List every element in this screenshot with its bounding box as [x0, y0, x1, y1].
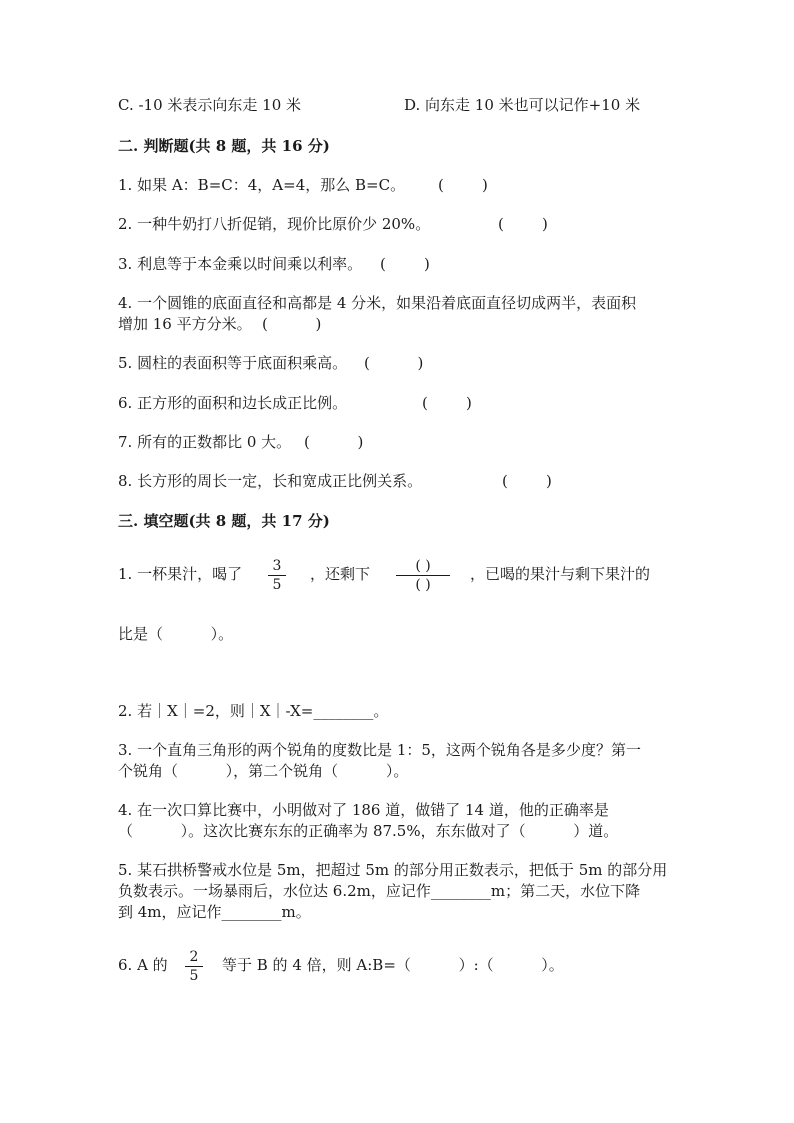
fill-question-3-line1: 3. 一个直角三角形的两个锐角的度数比是 1：5，这两个锐角各是多少度？第一	[118, 741, 641, 759]
judgment-question-8: 8. 长方形的周长一定，长和宽成正比例关系。	[118, 472, 423, 490]
judgment-question-6: 6. 正方形的面积和边长成正比例。	[118, 394, 348, 412]
answer-blank-6[interactable]: ( )	[422, 394, 472, 412]
judgment-question-3: 3. 利息等于本金乘以时间乘以利率。	[118, 255, 363, 273]
answer-blank-2[interactable]: ( )	[498, 215, 548, 233]
fill-question-1-part-b: ，还剩下	[310, 565, 371, 583]
fill-question-2: 2. 若｜X｜=2，则｜X｜-X=________。	[118, 702, 389, 720]
fill-question-1-part-a: 1. 一杯果汁，喝了	[118, 565, 243, 583]
answer-blank-3[interactable]: ( )	[380, 255, 430, 273]
judgment-question-5: 5. 圆柱的表面积等于底面积乘高。	[118, 354, 348, 372]
fill-question-6-part-b: 等于 B 的 4 倍，则 A:B=（ ）:（ ）。	[222, 956, 564, 974]
fill-question-3-line2: 个锐角（ ），第二个锐角（ ）。	[118, 762, 409, 780]
judgment-question-2: 2. 一种牛奶打八折促销，现价比原价少 20%。	[118, 215, 431, 233]
section-title-judgment: 二. 判断题(共 8 题，共 16 分)	[118, 137, 330, 155]
fill-question-5-line1: 5. 某石拱桥警戒水位是 5m，把超过 5m 的部分用正数表示，把低于 5m 的部分用	[118, 861, 668, 879]
fraction-answer-blank[interactable]	[396, 558, 450, 593]
fill-question-4-line1: 4. 在一次口算比赛中，小明做对了 186 道，做错了 14 道，他的正确率是	[118, 801, 609, 819]
fraction-denominator: 5	[272, 577, 282, 593]
judgment-question-7: 7. 所有的正数都比 0 大。	[118, 433, 292, 451]
fill-question-1-line2: 比是（ ）。	[118, 625, 234, 643]
fraction-bar	[396, 575, 450, 576]
option-d: D. 向东走 10 米也可以记作+10 米	[404, 96, 641, 114]
fraction-numerator: 2	[189, 949, 199, 965]
fraction-bar	[185, 966, 203, 967]
section-title-fill: 三. 填空题(共 8 题，共 17 分)	[118, 512, 330, 530]
option-c: C. -10 米表示向东走 10 米	[118, 96, 302, 114]
fraction-two-fifths	[185, 949, 203, 984]
answer-blank-5[interactable]: ( )	[364, 354, 424, 372]
judgment-question-4-line1: 4. 一个圆锥的底面直径和高都是 4 分米，如果沿着底面直径切成两半，表面积	[118, 294, 637, 312]
judgment-question-4-line2: 增加 16 平方分米。	[118, 315, 252, 333]
fill-question-4-line2: （ ）。这次比赛东东的正确率为 87.5%，东东做对了（ ）道。	[118, 822, 619, 840]
fraction-bar	[268, 575, 286, 576]
answer-blank-8[interactable]: ( )	[502, 472, 552, 490]
judgment-question-1: 1. 如果 A：B=C：4，A=4，那么 B=C。	[118, 176, 406, 194]
fill-question-1-part-c: ，已喝的果汁与剩下果汁的	[470, 565, 651, 583]
blank-denominator[interactable]: ( )	[415, 577, 431, 593]
fraction-numerator: 3	[272, 558, 282, 574]
answer-blank-7[interactable]: ( )	[304, 433, 364, 451]
answer-blank-1[interactable]: ( )	[438, 176, 488, 194]
fill-question-5-line3: 到 4m，应记作________m。	[118, 903, 311, 921]
fraction-three-fifths	[268, 558, 286, 593]
blank-numerator[interactable]: ( )	[415, 558, 431, 574]
answer-blank-4[interactable]: ( )	[262, 315, 322, 333]
fill-question-5-line2: 负数表示。一场暴雨后，水位达 6.2m，应记作________m；第二天，水位下降	[118, 882, 641, 900]
fraction-denominator: 5	[189, 968, 199, 984]
fill-question-6-part-a: 6. A 的	[118, 956, 168, 974]
